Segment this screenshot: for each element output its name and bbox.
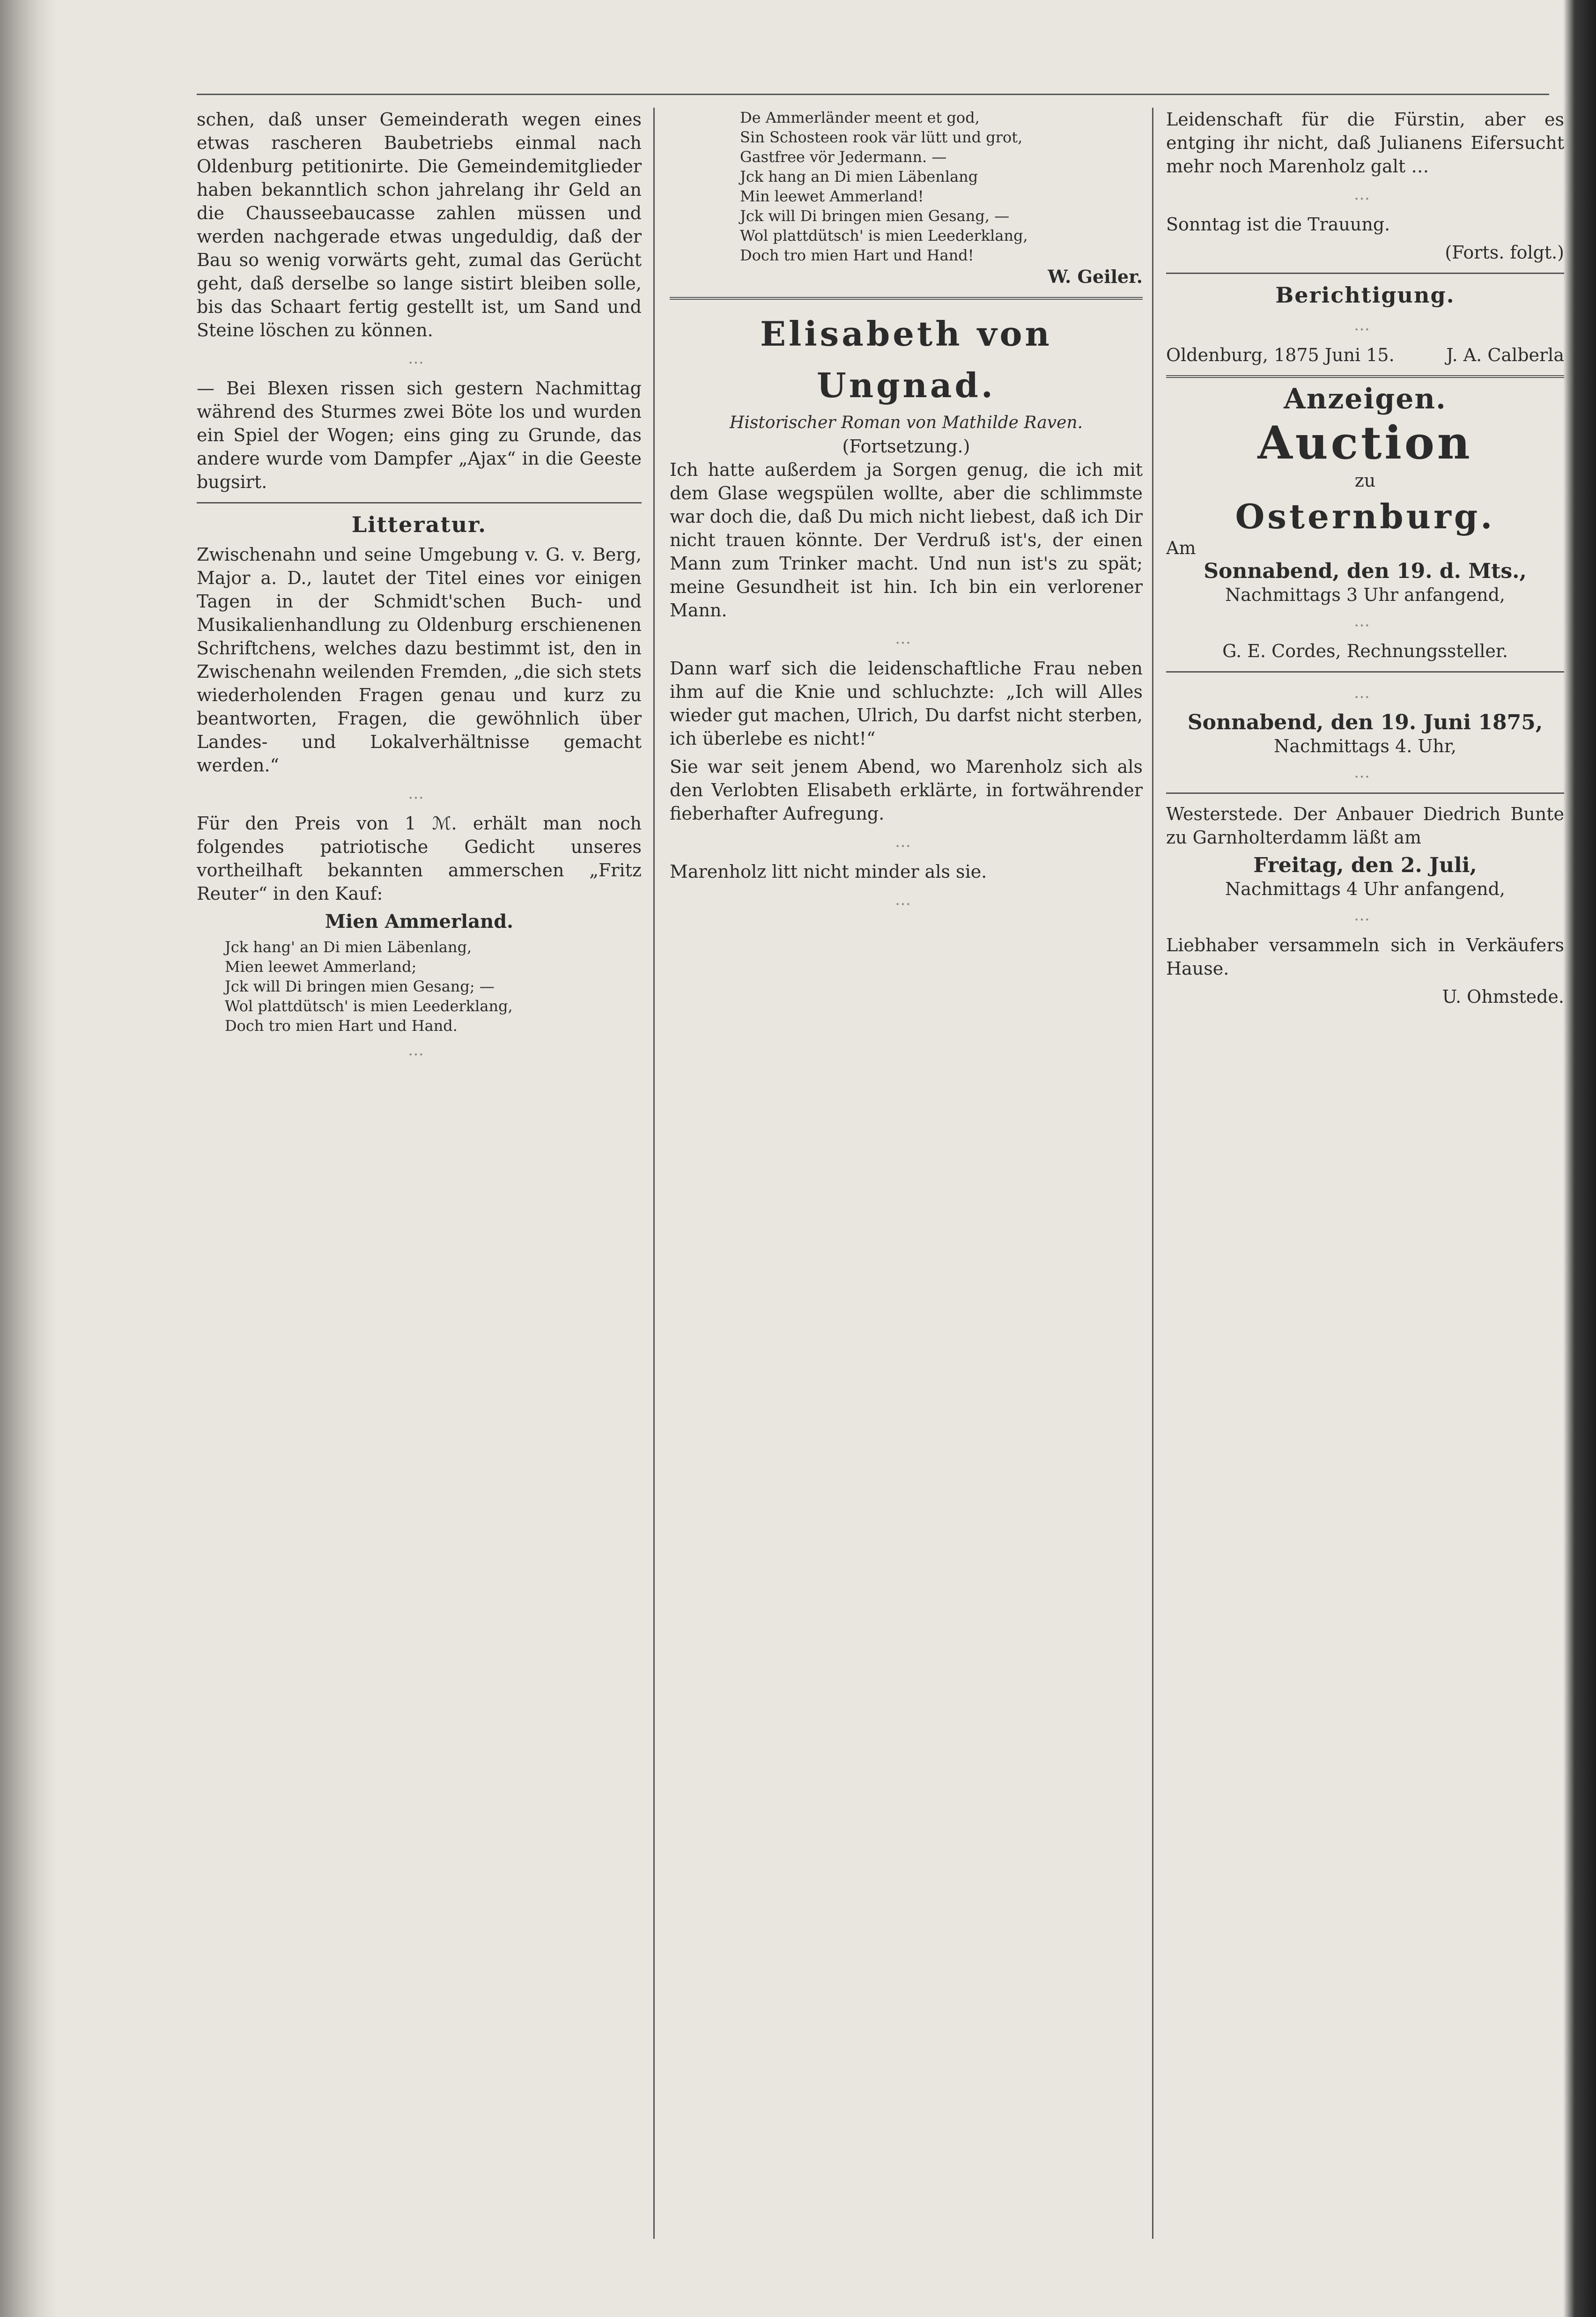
novel-title: Elisabeth von Ungnad.	[760, 314, 1052, 405]
poem-line: Doch tro mien Hart und Hand.	[225, 1017, 458, 1035]
poem-author: W. Geiler.	[1048, 266, 1143, 287]
ad-divider	[1166, 792, 1564, 794]
omitted-text: …	[1354, 906, 1376, 925]
ad2-date: Sonnabend, den 19. Juni 1875,	[1187, 711, 1543, 734]
omitted-text: …	[408, 1041, 430, 1059]
column-3	[1166, 108, 1564, 2262]
omitted-text: …	[1354, 316, 1376, 334]
auction-heading: Auction	[1257, 416, 1473, 469]
novel-paragraph: Sie war seit jenem Abend, wo Marenholz sich als den Verlobten Elisabeth erklärte, in fortwährender fieberhafter Aufregung.	[670, 756, 1143, 824]
novel-paragraph: Marenholz litt nicht minder als sie.	[670, 861, 987, 882]
omitted-text: …	[1354, 683, 1376, 702]
omitted-text: …	[408, 784, 430, 803]
poem-line: Wol plattdütsch' is mien Leederklang,	[740, 227, 1028, 244]
section-divider	[1166, 375, 1564, 378]
omitted-text: …	[1354, 185, 1376, 204]
ad3-outro: Liebhaber versammeln sich in Verkäufers Hause.	[1166, 935, 1564, 979]
poem-line: Min leewet Ammerland!	[740, 187, 924, 205]
ad3-date: Freitag, den 2. Juli,	[1253, 853, 1477, 877]
literature-paragraph: Zwischenahn und seine Umgebung v. G. v. Berg, Major a. D., lautet der Titel eines vor einigen Tagen in der Schmidt'schen Buch- und Musikalienhandlung zu Oldenburg erschienenen Schriftchens, welches dazu bestimmt ist, den in Zwischenahn weilenden Fremden, „die sich stets wiederholenden Fragen genau und kurz zu beantworten, Fragen, die gewöhnlich über Landes- und Lokalverhältnisse gemacht werden.“	[197, 544, 642, 776]
omitted-text: …	[408, 349, 430, 368]
poem-line: Jck will Di bringen mien Gesang; —	[225, 977, 495, 995]
poem-line: Jck will Di bringen mien Gesang, —	[740, 207, 1010, 225]
ad3-time: Nachmittags 4 Uhr anfangend,	[1225, 879, 1505, 899]
novel-continuation-note: (Fortsetzung.)	[842, 436, 970, 457]
section-divider	[670, 297, 1143, 300]
auction-date: Sonnabend, den 19. d. Mts.,	[1204, 559, 1527, 583]
poem-continuation	[740, 108, 1143, 265]
ads-heading: Anzeigen.	[1284, 383, 1447, 415]
novel-paragraph: Sonntag ist die Trauung.	[1166, 214, 1390, 235]
auction-seller: G. E. Cordes, Rechnungssteller.	[1222, 641, 1508, 661]
poem-line: Gastfree vör Jedermann. —	[740, 148, 947, 166]
omitted-text: …	[895, 832, 917, 851]
poem-line: Wol plattdütsch' is mien Leederklang,	[225, 997, 513, 1015]
auction-time: Nachmittags 3 Uhr anfangend,	[1225, 585, 1505, 605]
poem-line: Jck hang' an Di mien Läbenlang,	[225, 938, 472, 956]
column-rule-2	[1152, 108, 1153, 2239]
poem-line: Doch tro mien Hart und Hand!	[740, 246, 974, 264]
omitted-text: …	[1354, 612, 1376, 630]
correction-author: J. A. Calberla	[1446, 345, 1564, 365]
correction-date: Oldenburg, 1875 Juni 15.	[1166, 345, 1395, 365]
top-rule	[197, 94, 1549, 95]
page-edge-shadow	[1563, 0, 1596, 2317]
poem-line: Mien leewet Ammerland;	[225, 958, 417, 976]
auction-location: Osternburg.	[1235, 496, 1495, 536]
poem-line: Sin Schosteen rook vär lütt und grot,	[740, 128, 1023, 146]
poem	[225, 937, 642, 1036]
book-binding-shadow	[0, 0, 56, 2317]
local-news-paragraph: schen, daß unser Gemeinderath wegen eines etwas rascheren Baubetriebs einmal nach Oldenburg petitionirte. Die Gemeindemitglieder haben bekanntlich schon jahrelang ihr Geld an die Chausseebaucasse zahlen müssen und werden nachgerade etwas ungeduldig, daß der Bau so wenig vorwärts geht, zumal das Gerücht geht, daß derselbe so lange sistirt bleiben solle, bis das Schaart fertig gestellt ist, um Sand und Steine löschen zu können.	[197, 109, 642, 341]
ad-divider	[1166, 671, 1564, 673]
poem-line: Jck hang an Di mien Läbenlang	[740, 168, 978, 185]
continuation-note: (Forts. folgt.)	[1445, 242, 1564, 263]
novel-paragraph: Leidenschaft für die Fürstin, aber es entging ihr nicht, daß Julianens Eifersucht mehr noch Marenholz galt …	[1166, 109, 1564, 177]
auction-zu: zu	[1354, 470, 1376, 491]
poem-title: Mien Ammerland.	[325, 911, 514, 933]
correction-signature	[1166, 343, 1564, 367]
novel-paragraph: Ich hatte außerdem ja Sorgen genug, die ich mit dem Glase wegspülen wollte, aber die schlimmste war doch die, daß Du mich nicht liebest, daß ich Dir nicht trauen könnte. Der Verdruß ist's, der einen Mann zum Trinker macht. Und nun ist's zu spät; meine Gesundheit ist hin. Ich bin ein verlorener Mann.	[670, 459, 1143, 621]
local-news-paragraph: — Bei Blexen rissen sich gestern Nachmittag während des Sturmes zwei Böte los und wurden ein Spiel der Wogen; eins ging zu Grunde, das andere wurde vom Dampfer „Ajax“ in die Geeste bugsirt.	[197, 378, 642, 492]
literature-heading: Litteratur.	[351, 512, 487, 537]
omitted-text: …	[895, 890, 917, 909]
column-rule-1	[653, 108, 655, 2239]
auction-am: Am	[1166, 538, 1196, 558]
ad3-intro: Westerstede. Der Anbauer Diedrich Bunte zu Garnholterdamm läßt am	[1166, 804, 1564, 848]
column-2	[670, 108, 1143, 2262]
column-1	[197, 108, 642, 2262]
novel-paragraph: Dann warf sich die leidenschaftliche Frau neben ihm auf die Knie und schluchzte: „Ich will Alles wieder gut machen, Ulrich, Du darfst nicht sterben, ich überlebe es nicht!“	[670, 658, 1143, 749]
omitted-text: …	[895, 629, 917, 648]
ad3-signature: U. Ohmstede.	[1442, 986, 1564, 1007]
literature-paragraph: Für den Preis von 1 ℳ. erhält man noch folgendes patriotische Gedicht unseres vortheilhaft bekannten ammerschen „Fritz Reuter“ in den Kauf:	[197, 813, 642, 904]
section-divider	[197, 502, 642, 503]
correction-heading: Berichtigung.	[1275, 282, 1455, 308]
novel-subtitle: Historischer Roman von Mathilde Raven.	[729, 413, 1083, 432]
omitted-text: …	[1354, 763, 1376, 782]
section-divider	[1166, 273, 1564, 274]
ad2-time: Nachmittags 4. Uhr,	[1274, 736, 1456, 756]
poem-line: De Ammerländer meent et god,	[740, 109, 980, 126]
